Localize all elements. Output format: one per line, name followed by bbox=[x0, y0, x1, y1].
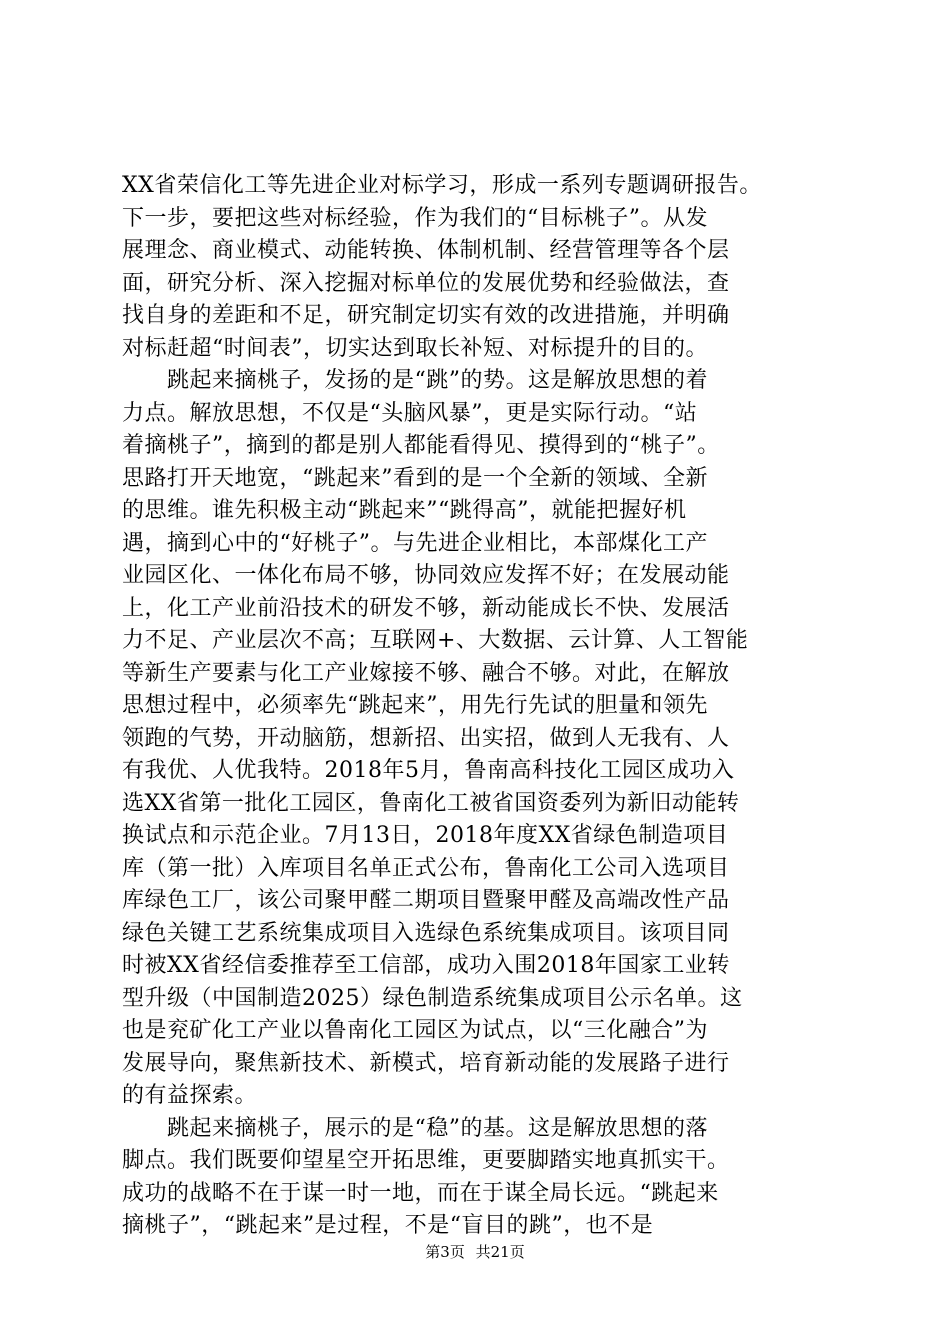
text-line: 下一步，要把这些对标经验，作为我们的“目标桃子”。从发 bbox=[122, 205, 708, 231]
text-line: 有我优、人优我特。2018年5月，鲁南高科技化工园区成功入 bbox=[122, 758, 735, 783]
text-line: 跳起来摘桃子，发扬的是“跳”的势。这是解放思想的着 bbox=[122, 368, 708, 393]
text-line: 领跑的气势，开动脑筋，想新招、出实招，做到人无我有、人 bbox=[122, 725, 730, 751]
text-line: 找自身的差距和不足，研究制定切实有效的改进措施，并明确 bbox=[122, 303, 730, 328]
text-line: 脚点。我们既要仰望星空开拓思维，更要脚踏实地真抓实干。 bbox=[122, 1148, 730, 1173]
text-line: 思路打开天地宽，“跳起来”看到的是一个全新的领域、全新 bbox=[122, 465, 708, 491]
text-line: 绿色关键工艺系统集成项目入选绿色系统集成项目。该项目同 bbox=[122, 920, 730, 946]
total-pages: 共21页 bbox=[475, 1243, 525, 1261]
text-line: 也是兖矿化工产业以鲁南化工园区为试点，以“三化融合”为 bbox=[122, 1018, 708, 1043]
text-line: 成功的战略不在于谋一时一地，而在于谋全局长远。“跳起来 bbox=[122, 1180, 719, 1206]
text-line: 的思维。谁先积极主动“跳起来”“跳得高”，就能把握好机 bbox=[122, 498, 687, 523]
text-line: 库绿色工厂，该公司聚甲醛二期项目暨聚甲醛及高端改性产品 bbox=[122, 888, 730, 913]
text-line: 型升级（中国制造2025）绿色制造系统集成项目公示名单。这 bbox=[122, 985, 743, 1011]
text-line: 的有益探索。 bbox=[122, 1083, 258, 1108]
text-line: 遇，摘到心中的“好桃子”。与先进企业相比，本部煤化工产 bbox=[122, 530, 708, 556]
text-line: 换试点和示范企业。7月13日，2018年度XX省绿色制造项目 bbox=[122, 823, 729, 848]
text-line: 业园区化、一体化布局不够，协同效应发挥不好；在发展动能 bbox=[122, 563, 730, 588]
text-line: 对标赶超“时间表”，切实达到取长补短、对标提升的目的。 bbox=[122, 335, 708, 361]
text-line: 展理念、商业模式、动能转换、体制机制、经营管理等各个层 bbox=[122, 238, 730, 263]
text-line: 力点。解放思想，不仅是“头脑风暴”，更是实际行动。“站 bbox=[122, 400, 698, 426]
text-line: 库（第一批）入库项目名单正式公布，鲁南化工公司入选项目 bbox=[122, 855, 730, 881]
text-line: 选XX省第一批化工园区，鲁南化工被省国资委列为新旧动能转 bbox=[122, 790, 740, 816]
text-line: 面，研究分析、深入挖掘对标单位的发展优势和经验做法，查 bbox=[122, 270, 730, 296]
text-line: 摘桃子”，“跳起来”是过程，不是“盲目的跳”，也不是 bbox=[122, 1213, 654, 1238]
text-line: 着摘桃子”，摘到的都是别人都能看得见、摸得到的“桃子”。 bbox=[122, 433, 720, 458]
text-line: XX省荣信化工等先进企业对标学习，形成一系列专题调研报告。 bbox=[122, 173, 762, 198]
text-line: 时被XX省经信委推荐至工信部，成功入围2018年国家工业转 bbox=[122, 953, 730, 978]
text-line: 上，化工产业前沿技术的研发不够，新动能成长不快、发展活 bbox=[122, 595, 730, 621]
text-line: 力不足、产业层次不高；互联网+、大数据、云计算、人工智能 bbox=[122, 628, 749, 653]
page-footer bbox=[0, 1242, 950, 1262]
text-line: 跳起来摘桃子，展示的是“稳”的基。这是解放思想的落 bbox=[122, 1115, 708, 1141]
text-line: 思想过程中，必须率先“跳起来”，用先行先试的胆量和领先 bbox=[122, 693, 708, 718]
page-number: 第3页 bbox=[425, 1243, 465, 1261]
text-line: 等新生产要素与化工产业嫁接不够、融合不够。对此，在解放 bbox=[122, 660, 730, 686]
text-line: 发展导向，聚焦新技术、新模式，培育新动能的发展路子进行 bbox=[122, 1050, 730, 1076]
body-text bbox=[122, 170, 842, 1243]
